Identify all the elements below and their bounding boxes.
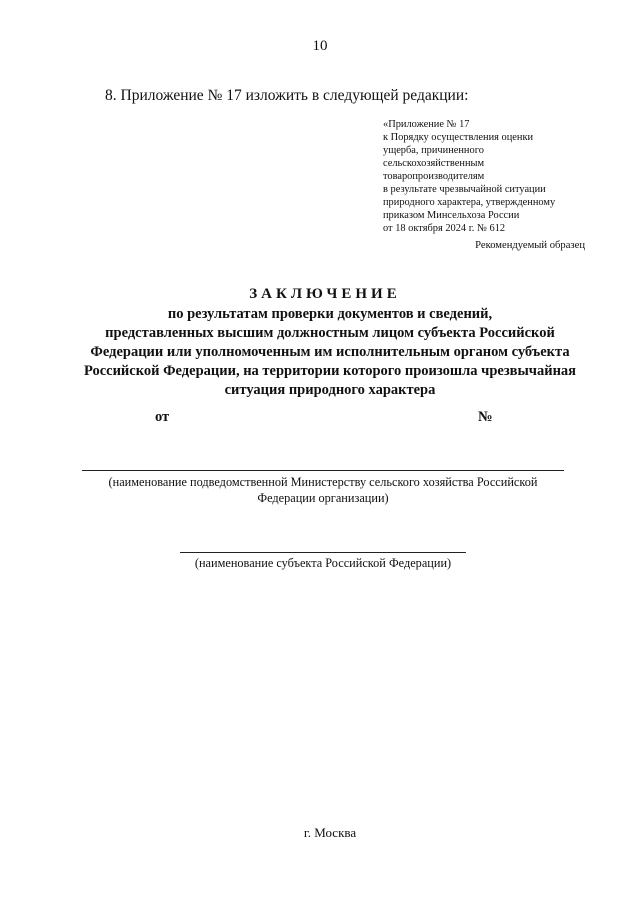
subtitle-line: Федерации или уполномоченным им исполнительным органом субъекта xyxy=(90,344,570,360)
annex-line: к Порядку осуществления оценки xyxy=(383,132,534,143)
caption-line: (наименование подведомственной Министерству сельского хозяйства Российской xyxy=(108,475,538,489)
subtitle-line: представленных высшим должностным лицом субъекта Российской xyxy=(105,325,555,341)
subtitle-line: ситуация природного характера xyxy=(224,382,436,398)
subtitle-line: по результатам проверки документов и сведений, xyxy=(167,306,493,322)
annex-reference xyxy=(383,118,603,235)
document-subtitle xyxy=(50,305,610,400)
subtitle-line: Российской Федерации, на территории которого произошла чрезвычайная xyxy=(83,363,577,379)
sample-label: Рекомендуемый образец xyxy=(475,240,585,251)
annex-line: сельскохозяйственным xyxy=(383,158,485,169)
amendment-item: 8. Приложение № 17 изложить в следующей редакции: xyxy=(105,87,469,104)
annex-line: природного характера, утвержденному xyxy=(383,197,556,208)
annex-line: ущерба, причиненного xyxy=(383,145,484,156)
organization-blank-line xyxy=(82,470,564,471)
page-number: 10 xyxy=(312,38,328,54)
document-title: ЗАКЛЮЧЕНИЕ xyxy=(249,286,401,302)
caption-line: Федерации организации) xyxy=(257,491,389,505)
subject-blank-line xyxy=(180,552,466,553)
organization-caption xyxy=(82,474,564,506)
city-label: г. Москва xyxy=(303,825,357,840)
annex-line: «Приложение № 17 xyxy=(383,119,470,130)
annex-line: товаропроизводителям xyxy=(383,171,485,182)
annex-line: приказом Минсельхоза России xyxy=(383,210,520,221)
date-label: от xyxy=(155,409,170,425)
number-label: № xyxy=(478,409,493,425)
annex-line: в результате чрезвычайной ситуации xyxy=(383,184,546,195)
subject-caption: (наименование субъекта Российской Федерации) xyxy=(194,556,452,570)
annex-line: от 18 октября 2024 г. № 612 xyxy=(383,223,506,234)
